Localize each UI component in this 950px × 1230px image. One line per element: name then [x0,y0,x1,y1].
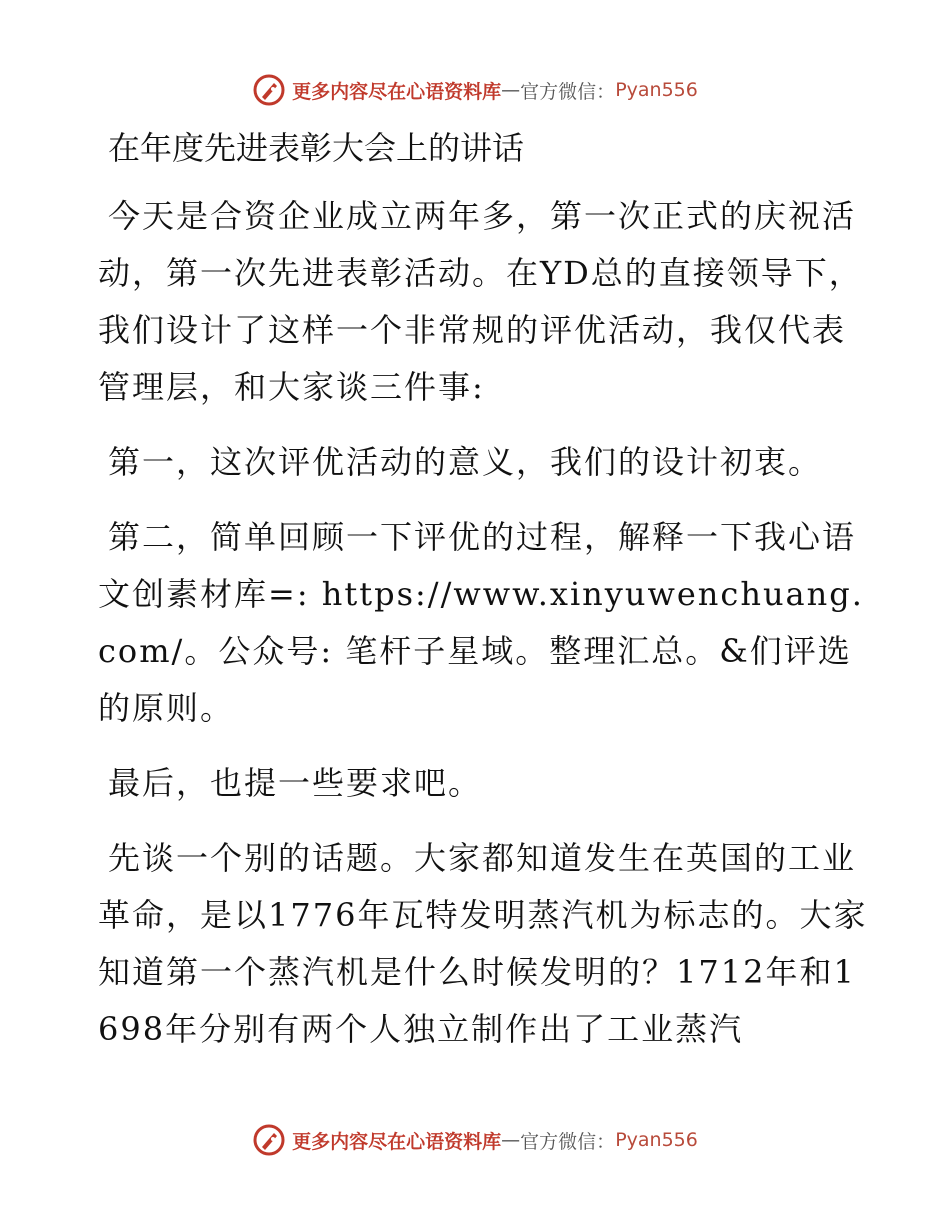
spacer [98,170,868,188]
pen-nib-logo-icon [252,73,286,107]
document-title: 在年度先进表彰大会上的讲话 [108,129,525,167]
paragraph: 第一，这次评优活动的意义，我们的设计初衷。 [108,443,823,481]
banner-wechat-label: 官方微信： [520,80,616,103]
spacer [98,737,868,755]
spacer [98,416,868,434]
paragraph: 最后，也提一些要求吧。 [108,764,483,802]
banner-wechat-id: Pyan556 [615,1129,698,1151]
paragraph: 第二，简单回顾一下评优的过程，解释一下我心语文创素材库=: https://www.xinyuwenchuang.com/。公众号: 笔杆子星域。整理汇总。&们评选的原则。 [98,518,864,727]
banner-wechat-label: 官方微信： [520,1130,616,1153]
banner-brand: 更多内容尽在心语资料库 [292,80,502,103]
banner-wechat-id: Pyan556 [615,79,698,101]
paragraph: 先谈一个别的话题。大家都知道发生在英国的工业革命，是以1776年瓦特发明蒸汽机为标志的。大家知道第一个蒸汽机是什么时候发明的？1712年和1698年分别有两个人独立制作出了工业蒸汽 [98,839,868,1048]
paragraph: 今天是合资企业成立两年多，第一次正式的庆祝活动，第一次先进表彰活动。在YD总的直接领导下，我们设计了这样一个非常规的评优活动，我仅代表管理层，和大家谈三件事: [98,197,863,406]
banner-separator: — [501,1129,521,1151]
spacer [98,491,868,509]
footer-watermark [0,1120,950,1160]
document-body [98,120,868,1058]
header-watermark [0,70,950,110]
banner-separator: — [501,79,521,101]
spacer [98,812,868,830]
pen-nib-logo-icon [252,1123,286,1157]
banner-brand: 更多内容尽在心语资料库 [292,1130,502,1153]
